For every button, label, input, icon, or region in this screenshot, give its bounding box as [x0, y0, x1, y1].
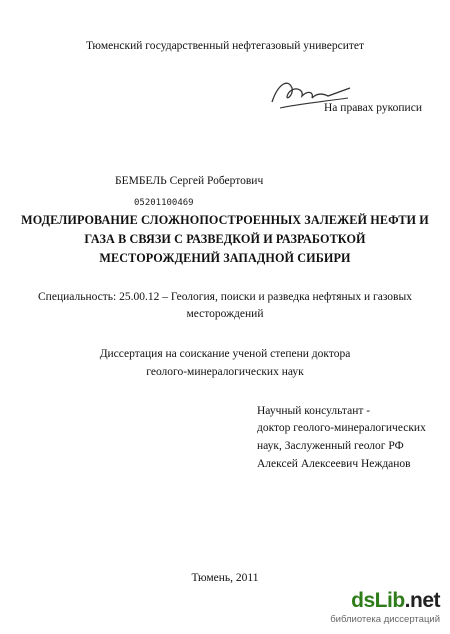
title-line-1: МОДЕЛИРОВАНИЕ СЛОЖНОПОСТРОЕННЫХ ЗАЛЕЖЕЙ НЕФТИ И	[21, 213, 429, 227]
degree-line-2: геолого-минералогических наук	[146, 366, 304, 378]
advisor-line-4: Алексей Алексеевич Нежданов	[257, 458, 411, 470]
author-name: БЕМБЕЛЬ Сергей Робертович	[115, 175, 264, 187]
specialty-line-2: месторождений	[186, 308, 264, 320]
advisor-line-2: доктор геолого-минералогических	[257, 422, 426, 434]
watermark-brand	[351, 589, 440, 613]
registration-stamp: 05201100469	[134, 198, 194, 208]
advisor-line-1: Научный консультант -	[257, 405, 371, 417]
manuscript-rights: На правах рукописи	[324, 102, 422, 114]
watermark-tld: .net	[404, 589, 440, 612]
title-line-2: ГАЗА В СВЯЗИ С РАЗВЕДКОЙ И РАЗРАБОТКОЙ	[84, 232, 366, 246]
degree-line-1: Диссертация на соискание ученой степени доктора	[99, 348, 351, 360]
place-year: Тюмень, 2011	[191, 572, 259, 584]
title-line-3: МЕСТОРОЖДЕНИЙ ЗАПАДНОЙ СИБИРИ	[99, 251, 351, 265]
advisor-line-3: наук, Заслуженный геолог РФ	[257, 440, 404, 452]
specialty-line-1: Специальность: 25.00.12 – Геология, поиски и разведка нефтяных и газовых	[38, 291, 412, 303]
university-name: Тюменский государственный нефтегазовый университет	[85, 40, 365, 52]
watermark-brand-name: dsLib	[351, 589, 405, 612]
watermark-subtitle: библиотека диссертаций	[330, 614, 440, 625]
